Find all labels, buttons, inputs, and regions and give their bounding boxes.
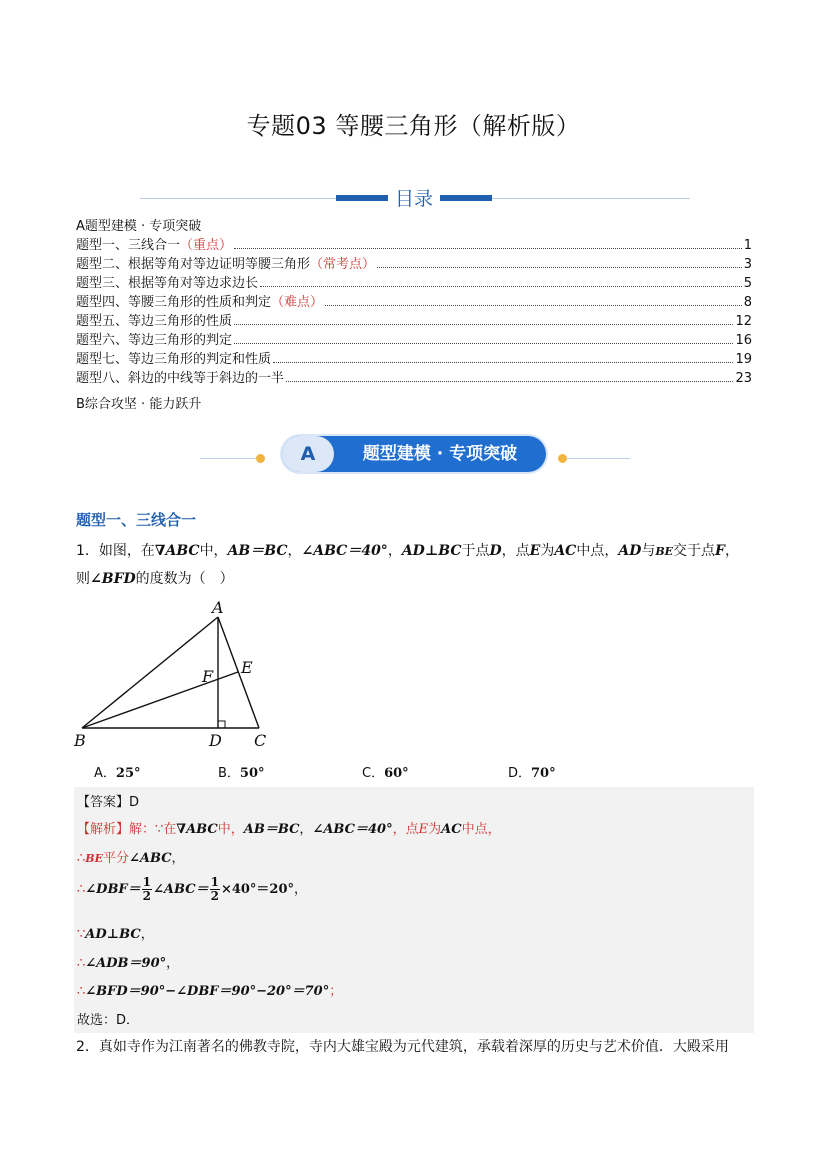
analysis-line-3 bbox=[77, 876, 307, 903]
analysis-line-2 bbox=[77, 847, 185, 866]
s-math: ×40°＝20° bbox=[220, 882, 295, 897]
document-title: 专题03 等腰三角形（解析版） bbox=[246, 112, 581, 140]
banner-dot-right bbox=[558, 454, 567, 463]
s-math: BE bbox=[85, 852, 103, 865]
toc-heading-bar-right bbox=[440, 195, 492, 201]
label-b: B bbox=[74, 731, 86, 749]
option-b[interactable] bbox=[218, 762, 265, 781]
q-text: 中， bbox=[199, 543, 228, 559]
q-math: E bbox=[529, 543, 541, 559]
question-1-line-2 bbox=[76, 569, 756, 589]
option-letter: D． bbox=[508, 766, 532, 781]
toc-item-7[interactable] bbox=[76, 349, 752, 367]
option-value: 50° bbox=[239, 766, 265, 781]
s-math: ∠ADB＝90° bbox=[85, 956, 167, 971]
section-title: 题型一、三线合一 bbox=[76, 511, 197, 529]
analysis-line-4 bbox=[77, 923, 154, 942]
q-math: BE bbox=[655, 545, 674, 558]
label-a: A bbox=[212, 598, 224, 617]
analysis-line-6 bbox=[77, 980, 342, 999]
s-math: E bbox=[418, 822, 429, 837]
q-math: ∇ABC bbox=[154, 543, 200, 559]
q-text: 与 bbox=[641, 543, 656, 559]
label-f: F bbox=[202, 667, 214, 686]
toc-item-tag: （常考点） bbox=[310, 257, 376, 272]
question-1-line-1 bbox=[76, 541, 756, 562]
q-text: ， bbox=[724, 543, 739, 559]
s-text: ∴ bbox=[77, 956, 86, 971]
q-text: ， bbox=[387, 543, 402, 559]
q-text: 为 bbox=[540, 543, 555, 559]
answer-value: D bbox=[129, 795, 140, 810]
s-text: 解：∵在 bbox=[129, 822, 177, 837]
q-text: 中点， bbox=[576, 543, 619, 559]
q-math: AC bbox=[554, 543, 577, 559]
right-angle-mark bbox=[218, 721, 225, 728]
s-text: ， bbox=[294, 882, 308, 897]
toc-leader bbox=[325, 305, 742, 306]
toc-item-text: 题型六、等边三角形的判定 bbox=[76, 333, 233, 348]
s-text: ∴ bbox=[77, 851, 86, 866]
analysis-line-5 bbox=[77, 952, 179, 971]
toc-item-text: 题型八、斜边的中线等于斜边的一半 bbox=[76, 371, 285, 386]
q-text: 于点 bbox=[461, 543, 490, 559]
q-text: 交于点 bbox=[673, 543, 716, 559]
toc-item-page: 12 bbox=[735, 314, 752, 329]
s-text: ∵ bbox=[77, 927, 86, 942]
question-number: 2． bbox=[76, 1039, 99, 1055]
option-letter: A． bbox=[94, 766, 116, 781]
s-text: 中， bbox=[217, 822, 244, 837]
toc-heading-label: 目录 bbox=[388, 184, 440, 211]
answer-label: 【答案】 bbox=[77, 795, 130, 810]
s-text: ∴ bbox=[77, 984, 86, 999]
toc-item-5[interactable] bbox=[76, 311, 752, 329]
s-text: ，点 bbox=[392, 822, 419, 837]
q-math: ∠BFD bbox=[90, 571, 136, 587]
solution-box bbox=[74, 787, 754, 1033]
fraction-half bbox=[210, 876, 220, 903]
frac-num: 1 bbox=[142, 875, 152, 889]
label-c: C bbox=[254, 731, 267, 749]
s-math: ∠BFD＝90°−∠DBF＝90°−20°＝70° bbox=[85, 984, 330, 999]
s-math: ∠ABC bbox=[128, 851, 172, 866]
answer-options bbox=[94, 762, 654, 782]
banner-dot-left bbox=[256, 454, 265, 463]
toc-item-8[interactable] bbox=[76, 368, 752, 386]
toc-item-tag: （重点） bbox=[180, 238, 233, 253]
section-banner bbox=[200, 434, 630, 474]
toc-leader bbox=[377, 267, 742, 268]
toc-item-page: 19 bbox=[735, 352, 752, 367]
banner-text: 题型建模 · 专项突破 bbox=[362, 444, 518, 464]
question-2-line-1 bbox=[76, 1037, 756, 1057]
s-text: ； bbox=[329, 984, 343, 999]
s-text: ， bbox=[166, 956, 180, 971]
s-text: ∴ bbox=[77, 882, 86, 897]
toc-item-page: 3 bbox=[743, 257, 752, 272]
question-number: 1． bbox=[76, 543, 99, 559]
toc-item-text: 题型四、等腰三角形的性质和判定 bbox=[76, 295, 272, 310]
option-letter: B． bbox=[218, 766, 240, 781]
option-value: 70° bbox=[531, 766, 556, 781]
toc-section-b: B综合攻坚 · 能力跃升 bbox=[76, 397, 202, 412]
segment-ac bbox=[218, 617, 259, 728]
q-text: ， bbox=[287, 543, 302, 559]
analysis-label: 【解析】 bbox=[77, 822, 130, 837]
toc-item-page: 1 bbox=[743, 238, 752, 253]
option-c[interactable] bbox=[362, 762, 409, 781]
q-math: D bbox=[489, 543, 502, 559]
toc-item-page: 16 bbox=[735, 333, 752, 348]
q-math: AD⊥BC bbox=[401, 543, 462, 559]
toc-item-text: 题型一、三线合一 bbox=[76, 238, 181, 253]
toc-item-2[interactable] bbox=[76, 254, 752, 272]
frac-den: 2 bbox=[210, 889, 219, 903]
banner-line-right bbox=[564, 458, 630, 459]
q-math: F bbox=[715, 543, 725, 559]
s-math: ∠ABC＝ bbox=[153, 882, 209, 897]
q-text: 则 bbox=[76, 571, 90, 587]
toc-leader bbox=[234, 248, 742, 249]
toc-leader bbox=[234, 324, 733, 325]
toc-item-text: 题型七、等边三角形的判定和性质 bbox=[76, 352, 272, 367]
analysis-conclusion: 故选：D． bbox=[77, 1013, 140, 1028]
option-d[interactable] bbox=[508, 762, 556, 781]
toc-item-tag: （难点） bbox=[271, 295, 324, 310]
toc-item-4[interactable] bbox=[76, 292, 752, 310]
toc-item-page: 8 bbox=[743, 295, 752, 310]
s-text: 为 bbox=[428, 822, 442, 837]
s-text: 中点， bbox=[461, 822, 501, 837]
frac-den: 2 bbox=[142, 889, 152, 903]
toc-item-6[interactable] bbox=[76, 330, 752, 348]
toc-section-a: A题型建模 · 专项突破 bbox=[76, 219, 202, 234]
toc-item-text: 题型五、等边三角形的性质 bbox=[76, 314, 233, 329]
toc-item-3[interactable] bbox=[76, 273, 752, 291]
s-math: AD⊥BC bbox=[85, 927, 141, 942]
option-value: 25° bbox=[115, 766, 141, 781]
q-math: AD bbox=[618, 543, 642, 559]
toc-item-page: 23 bbox=[735, 371, 752, 386]
toc-item-1[interactable] bbox=[76, 235, 752, 253]
toc-item-page: 5 bbox=[743, 276, 752, 291]
s-math: ∠ABC＝40° bbox=[312, 822, 393, 837]
s-text: ， bbox=[299, 822, 313, 837]
frac-num: 1 bbox=[210, 875, 219, 889]
q-math: AB＝BC bbox=[227, 543, 288, 559]
segment-ab bbox=[82, 617, 218, 728]
s-math: ∠DBF＝ bbox=[85, 882, 141, 897]
label-e: E bbox=[241, 658, 253, 677]
s-math: AC bbox=[441, 822, 462, 837]
s-text: ， bbox=[140, 927, 154, 942]
toc-leader bbox=[286, 381, 733, 382]
toc-leader bbox=[234, 343, 733, 344]
q-text: 如图，在 bbox=[98, 543, 155, 559]
option-a[interactable] bbox=[94, 762, 141, 781]
toc-item-text: 题型二、根据等角对等边证明等腰三角形 bbox=[76, 257, 311, 272]
s-text: ， bbox=[171, 851, 185, 866]
s-math: AB＝BC bbox=[243, 822, 300, 837]
question-2-text: 真如寺作为江南著名的佛教寺院，寺内大雄宝殿为元代建筑，承载着深厚的历史与艺术价值．大殿采用 bbox=[98, 1039, 729, 1055]
s-text: 平分 bbox=[102, 851, 129, 866]
banner-badge: A bbox=[282, 436, 334, 472]
q-math: ∠ABC＝40° bbox=[301, 543, 388, 559]
q-text: 的度数为（ ） bbox=[135, 571, 234, 587]
q-text: ，点 bbox=[501, 543, 530, 559]
toc-leader bbox=[273, 362, 733, 363]
option-letter: C． bbox=[362, 766, 385, 781]
label-d: D bbox=[209, 731, 222, 749]
s-math: ∇ABC bbox=[176, 822, 218, 837]
analysis-line-1 bbox=[77, 818, 501, 837]
banner-pill bbox=[282, 436, 546, 472]
segment-be bbox=[82, 672, 238, 728]
banner-line-left bbox=[200, 458, 260, 459]
answer-line bbox=[77, 791, 139, 810]
option-value: 60° bbox=[384, 766, 409, 781]
triangle-figure bbox=[66, 597, 276, 749]
toc-heading-bar-left bbox=[336, 195, 388, 201]
toc-item-text: 题型三、根据等角对等边求边长 bbox=[76, 276, 259, 291]
fraction-half bbox=[142, 876, 152, 903]
toc-heading bbox=[140, 184, 690, 214]
toc-leader bbox=[260, 286, 742, 287]
